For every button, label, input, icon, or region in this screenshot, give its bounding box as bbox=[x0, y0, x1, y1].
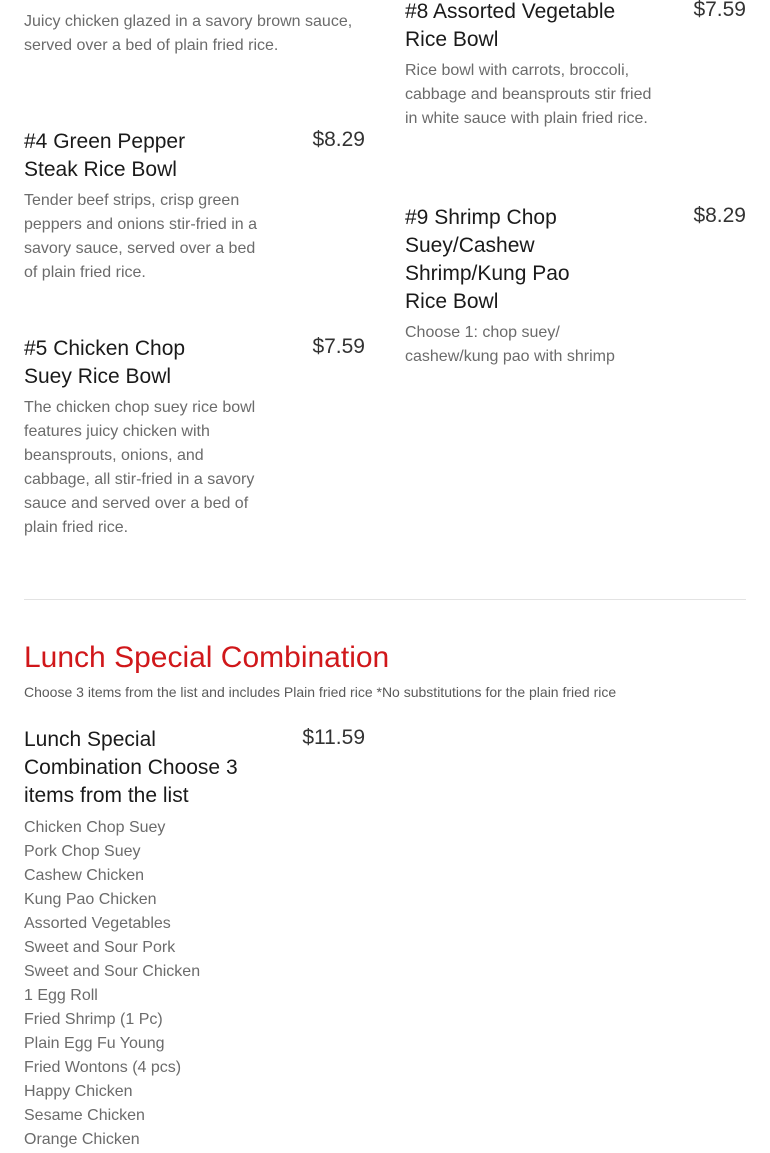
menu-item-lunch-special-combination[interactable] bbox=[24, 726, 365, 1152]
combo-option: 1 Egg Roll bbox=[24, 987, 98, 1004]
menu-item-title: #8 Assorted Vegetable Rice Bowl bbox=[405, 0, 616, 51]
menu-item-price: $11.59 bbox=[302, 726, 365, 749]
combo-option: Chicken Chop Suey bbox=[24, 819, 166, 836]
menu-item-green-pepper-steak[interactable] bbox=[24, 128, 365, 285]
combo-option: Plain Egg Fu Young bbox=[24, 1035, 165, 1052]
combo-option: Pork Chop Suey bbox=[24, 843, 141, 860]
menu-item-price: $8.29 bbox=[312, 128, 365, 151]
combo-option: Kung Pao Chicken bbox=[24, 891, 157, 908]
section-title: Lunch Special Combination bbox=[24, 641, 390, 674]
menu-item-description: The chicken chop suey rice bowl features juicy chicken with beansprouts, onions, and cabbage, all stir-fried in a savory sauce and served over a bed of plain fried rice. bbox=[24, 399, 256, 536]
combo-option: Sweet and Sour Pork bbox=[24, 939, 176, 956]
section-divider bbox=[24, 599, 746, 600]
combo-option: Happy Chicken bbox=[24, 1083, 133, 1100]
menu-item-title: #5 Chicken Chop Suey Rice Bowl bbox=[24, 337, 186, 388]
combo-option: Assorted Vegetables bbox=[24, 915, 171, 932]
menu-item-assorted-vegetable[interactable] bbox=[405, 0, 746, 131]
combo-options-list bbox=[24, 816, 365, 1152]
menu-item-shrimp-chop-suey[interactable] bbox=[405, 204, 746, 369]
menu-item-description: Tender beef strips, crisp green peppers and onions stir-fried in a savory sauce, served over a bed of plain fried rice. bbox=[24, 192, 258, 281]
menu-item-title: #9 Shrimp Chop Suey/Cashew Shrimp/Kung Pao Rice Bowl bbox=[405, 206, 570, 313]
menu-item-chicken-chop-suey[interactable] bbox=[24, 335, 365, 540]
menu-item-description: Choose 1: chop suey/ cashew/kung pao with shrimp bbox=[405, 324, 615, 365]
menu-item-price: $7.59 bbox=[693, 0, 746, 21]
section-subtitle: Choose 3 items from the list and includes Plain fried rice *No substitutions for the plain fried rice bbox=[24, 684, 617, 700]
menu-item-title: #4 Green Pepper Steak Rice Bowl bbox=[24, 130, 186, 181]
combo-option: Fried Shrimp (1 Pc) bbox=[24, 1011, 163, 1028]
menu-item-title: Lunch Special Combination Choose 3 items from the list bbox=[24, 728, 238, 807]
menu-item-price: $7.59 bbox=[312, 335, 365, 358]
combo-option: Fried Wontons (4 pcs) bbox=[24, 1059, 182, 1076]
combo-option: Orange Chicken bbox=[24, 1131, 140, 1148]
menu-item-price: $8.29 bbox=[693, 204, 746, 227]
menu-item-description: Juicy chicken glazed in a savory brown sauce, served over a bed of plain fried rice. bbox=[24, 13, 353, 54]
combo-option: Sesame Chicken bbox=[24, 1107, 145, 1124]
combo-option: Sweet and Sour Chicken bbox=[24, 963, 201, 980]
combo-option: Cashew Chicken bbox=[24, 867, 145, 884]
menu-item-description: Rice bowl with carrots, broccoli, cabbage and beansprouts stir fried in white sauce with plain fried rice. bbox=[405, 62, 652, 127]
menu-item-partial[interactable] bbox=[24, 10, 365, 58]
